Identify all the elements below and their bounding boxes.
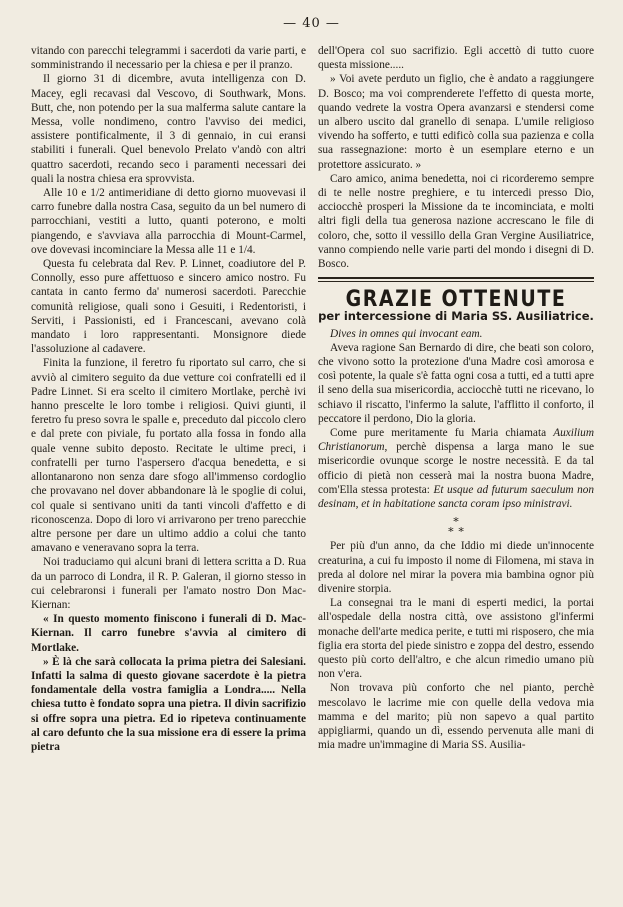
paragraph: Non trovava più conforto che nel pianto, perchè mescolavo le lacrime mie con quelle della vedova mia mamma e del marito; più non sapevo a qual partito appigliarmi, quando un dì, essendo pervenuta alle mani di mia madre un'immagine di Maria SS. Ausilia- — [318, 682, 594, 752]
latin-title: Auxilium Christianorum — [318, 427, 594, 454]
text-run: , perchè dispensa a larga mano le sue misericordie ovunque scorge le nostre necessità. E da tal officio di pietà non cesserà mai la nostra buona Madre, com'Ella stessa protesta: — [318, 441, 594, 496]
paragraph: Caro amico, anima benedetta, noi ci ricorderemo sempre di te nelle nostre preghiere, e tu intercedi presso Dio, acciocchè prosperi la Missione da te incominciata, e molti altri figli della tua generosa nazione accrescano le file di coloro, che, sotto il vessillo della Gran Vergine Ausiliatrice, vanno compiendo nelle varie parti del mondo i disegni di D. Bosco. — [318, 172, 594, 271]
paragraph: Aveva ragione San Bernardo di dire, che beati son coloro, che vivono sotto la protezione d'una Madre così amorosa e così potente, la quale s'è fatta ogni cosa a tutti, ed a tutti apre il seno della sua misericordia, acciocchè tutti ne ricevano, lo schiavo il riscatto, l'infermo la salute, l'afflitto il conforto, il peccatore il perdono, Dio la gloria. — [318, 341, 594, 425]
paragraph — [318, 426, 594, 511]
quote-paragraph: « In questo momento finiscono i funerali di D. Mac-Kiernan. Il carro funebre s'avvia al cimitero di Mortlake. — [31, 613, 306, 654]
paragraph: La consegnai tra le mani di esperti medici, la portai all'ospedale della nostra città, ove assistono gl'infermi monache dell'arte medica perite, e tutti mi risposero, che mia figlia era storta del piede sinistro e zoppa del destro, essendo questo più corto dell'altro, e che alcun rimedio umano più non v'era. — [318, 597, 594, 681]
paragraph: » Voi avete perduto un figlio, che è andato a raggiungere D. Bosco; ma voi comprenderete l'effetto di questa morte, quando vedrete la vostra Opera avanzarsi e stendersi come un albero uscito dal granello di senapa. L'umile religioso vivendo ha sofferto, e tutti edificò colla sua pazienza e colla sua rassegnazione: morto è un esemplare eterno e un protettore assicurato. » — [318, 73, 594, 171]
right-column — [318, 44, 594, 752]
section-motto: Dives in omnes qui invocant eam. — [330, 327, 483, 340]
quote-paragraph: » È là che sarà collocata la prima pietra dei Salesiani. Infatti la salma di questo giovane sacerdote è la pietra fondamentale della vostra famiglia a Londra..... Nella chiesa tutto è fondato sopra una pietra. Il divin sacrifizio si offre sopra una pietra. Ed io ripeteva continuamente al caro defunto che la sua missione era di essere la prima pietra — [31, 655, 306, 753]
paragraph: Per più d'un anno, da che Iddio mi diede un'innocente creaturina, a cui fu imposto il nome di Filomena, mi stava in preda al dolore nel mirar la povera mia bambina ognor più divenire storpia. — [318, 540, 594, 595]
paragraph: Alle 10 e 1/2 antimeridiane di detto giorno muovevasi il carro funebre dalla nostra Casa, seguito da un bel numero di parrocchiani, vestiti a lutto, quanti poterono, e molti piangendo, e s'avviava alla parrocchia di Mount-Carmel, ove dovevasi incominciare la Messa alle 11 e 1/4. — [31, 187, 306, 256]
left-column — [31, 44, 306, 754]
paragraph: Il giorno 31 di dicembre, avuta intelligenza con D. Macey, egli recavasi dal Vescovo, di Southwark, Mons. Butt, che, non potendo per la sua malferma salute cantare la Messa, volle nondimeno, contro l'avviso dei medici, assistere pontificalmente, il 3 di gennaio, in cui eransi stabiliti i funerali. Quel benevolo Prelato v'andò con altri quattro sacerdoti, recando seco i paramenti necessari dei quali la nostra chiesa era sprovvista. — [31, 73, 306, 185]
paragraph: dell'Opera col suo sacrifizio. Egli accettò di tutto cuore questa missione..... — [318, 45, 594, 72]
text-run: Come pure meritamente fu Maria chiamata — [330, 427, 554, 440]
paragraph: Questa fu celebrata dal Rev. P. Linnet, coadiutore del P. Connolly, esso pure affettuoso e sincero amico nostro. Fu cantata in canto fermo da' numerosi sacerdoti. Parecchie comunità religiose, quali sono i Gesuiti, i Redentoristi, i Serviti, i Passionisti, ed i Francescani, avevano colà mandato i loro rappresentanti. Monsignore diede l'assoluzione al cadavere. — [31, 258, 306, 356]
section-divider — [318, 277, 594, 282]
section-title: GRAZIE OTTENUTE — [345, 286, 567, 312]
page-number: — 40 — — [283, 16, 340, 31]
latin-quote: Et usque ad futurum saeculum non desinam, et in habitatione sancta coram ipso ministravi. — [318, 483, 595, 511]
paragraph: Finita la funzione, il feretro fu riportato sul carro, che si avviò al cimitero seguito da due vetture coi confratelli ed il Padre Linnet. Si era scelto il cimitero Mortlake, perchè ivi hanno prescelte le loro tombe i religiosi. Quivi giunti, il feretro fu preso sovra le spalle e, preceduto dal piccolo clero e dal prete con piviale, fu portato alla fossa in fondo alla quale venne subito deposto. Recitate le ultime preci, i confratelli per turno l'aspersero d'acqua benedetta, e si allontanarono non senza dare sfogo all'immenso cordoglio che provavano nel dover abbandonare là le spoglie di colui, col quale si sentivano uniti da tanti vincoli d'affetto e di riconoscenza. Dopo di loro vi arrivarono per treno parecchie altre persone per dare un ultimo addio a colui che tanto amavano e veneravano sopra la terra. — [31, 357, 306, 555]
section-subtitle: per intercessione di Maria SS. Ausiliatrice. — [318, 309, 594, 324]
paragraph: Noi traduciamo qui alcuni brani di lettera scritta a D. Rua da un parroco di Londra, il R. P. Galeran, il giorno stesso in cui celebraronsi i funerali per l'amato nostro Don Mac-Kiernan: — [31, 556, 306, 611]
paragraph: vitando con parecchi telegrammi i sacerdoti da varie parti, e somministrando il necessario per la chiesa e per il pranzo. — [31, 45, 306, 72]
asterism-divider: ∗ ∗ ∗ — [447, 514, 465, 537]
